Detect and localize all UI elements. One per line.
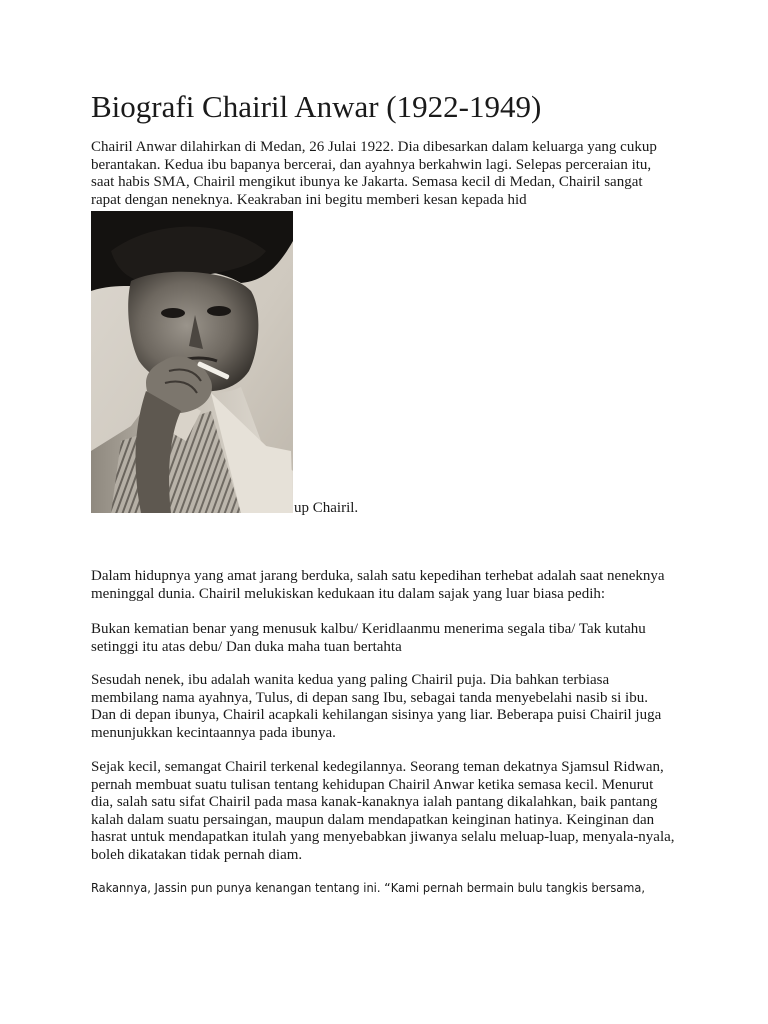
intro-paragraph xyxy=(91,139,691,209)
text-segment: Rakannya, Jassin pun punya kenangan tentang ini. xyxy=(91,880,385,895)
text-line: pernah membuat suatu tulisan tentang kehidupan Chairil Anwar ketika semasa kecil. Menurut xyxy=(91,776,654,793)
text-line: berantakan. Kedua ibu bapanya bercerai, dan ayahnya berkahwin lagi. Selepas perceraian itu, xyxy=(91,156,652,173)
poem-quote xyxy=(91,621,691,656)
text-line: Bukan kematian benar yang menusuk kalbu/ Keridlaanmu menerima segala tiba/ Tak kutahu xyxy=(91,621,646,637)
text-line: Sejak kecil, semangat Chairil terkenal kedegilannya. Seorang teman dekatnya Sjamsul Ridwan, xyxy=(91,759,664,775)
quote-mark: “ xyxy=(384,880,391,895)
text-line: kalah dalam suatu persaingan, maupun dalam mendapatkan keinginan hatinya. Keinginan dan xyxy=(91,811,655,828)
text-line: saat habis SMA, Chairil mengikut ibunya ke Jakarta. Semasa kecil di Medan, Chairil sangat xyxy=(91,174,643,191)
text-line: Dalam hidupnya yang amat jarang berduka, salah satu kepedihan terhebat adalah saat neneknya xyxy=(91,568,665,584)
text-line: setinggi itu atas debu/ Dan duka maha tuan bertahta xyxy=(91,638,402,655)
page-title: Biografi Chairil Anwar (1922-1949) xyxy=(91,89,542,124)
text-line: Dan di depan ibunya, Chairil acapkali kehilangan sisinya yang liar. Beberapa puisi Chairil juga xyxy=(91,707,662,724)
text-line: dia, salah satu sifat Chairil pada masa kanak-kanaknya ialah pantang dikalahkan, baik pantang xyxy=(91,794,658,811)
text-line: Sesudah nenek, ibu adalah wanita kedua yang paling Chairil puja. Dia bahkan terbiasa xyxy=(91,672,610,688)
last-paragraph xyxy=(91,879,691,897)
text-line: hasrat untuk mendapatkan itulah yang menyebabkan jiwanya selalu meluap-luap, menyala-nyala, xyxy=(91,829,675,846)
text-line: meninggal dunia. Chairil melukiskan kedukaan itu dalam sajak yang luar biasa pedih: xyxy=(91,585,606,602)
text-segment: Kami pernah bermain bulu tangkis bersama, xyxy=(390,880,646,895)
portrait-photo-icon xyxy=(91,211,293,513)
paragraph xyxy=(91,672,691,742)
text-line: menunjukkan kecintaannya pada ibunya. xyxy=(91,724,336,741)
paragraph xyxy=(91,759,691,865)
intro-tail-text: up Chairil. xyxy=(294,500,359,516)
text-line xyxy=(91,879,691,897)
text-line: boleh dikatakan tidak pernah diam. xyxy=(91,846,303,863)
text-line: membilang nama ayahnya, Tulus, di depan sang Ibu, sebagai tanda menyebelahi nasib si ibu. xyxy=(91,689,648,706)
text-line: rapat dengan neneknya. Keakraban ini begitu memberi kesan kepada hid xyxy=(91,191,527,208)
paragraph xyxy=(91,568,691,603)
text-line: Chairil Anwar dilahirkan di Medan, 26 Julai 1922. Dia dibesarkan dalam keluarga yang cukup xyxy=(91,139,657,155)
